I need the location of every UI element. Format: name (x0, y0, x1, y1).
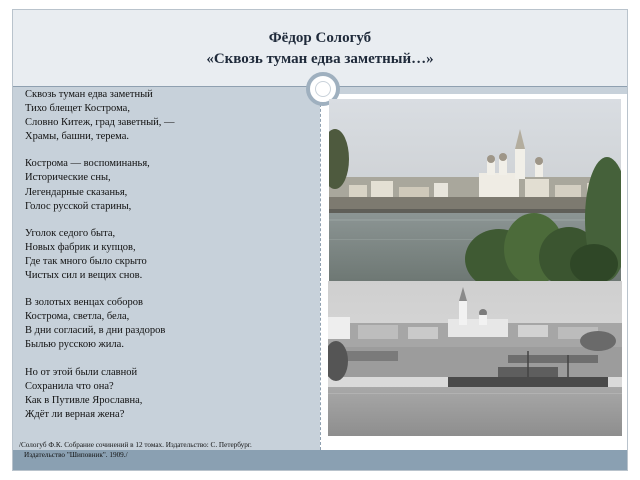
source-line-1: /Сологуб Ф.К. Собрание сочинений в 12 томах. Издательство: С. Петербург. (19, 441, 252, 449)
poem-line: Как в Путивле Ярославна, (25, 394, 143, 406)
poem-line: Где так много было скрыто (25, 255, 147, 267)
poem-line: Уголок седого быта, (25, 227, 116, 239)
stanza-1 (25, 88, 315, 144)
poem-line: Исторические сны, (25, 172, 111, 184)
panel-divider (320, 94, 321, 450)
kostroma-bw-photo-graphic (328, 281, 622, 436)
stanza-5 (25, 366, 315, 422)
poem-line: В дни согласий, в дни раздоров (25, 325, 166, 337)
poem-line: Кострома, светла, бела, (25, 311, 130, 323)
source-line-2: Издательство "Шиповник". 1909./ (24, 451, 128, 459)
kostroma-bw-photo (328, 281, 622, 436)
poem-line: Былью русскою жила. (25, 339, 124, 351)
poem-line: В золотых венцах соборов (25, 297, 143, 309)
poem-line: Голос русской старины, (25, 200, 132, 212)
divider-line-left (13, 86, 307, 87)
poem-text (25, 88, 315, 435)
stanza-2 (25, 157, 315, 213)
poem-line: Тихо блещет Кострома, (25, 103, 130, 115)
author-title: Фёдор Сологуб (268, 30, 372, 46)
poem-line: Храмы, башни, терема. (25, 131, 130, 143)
poem-line: Кострома — воспоминанья, (25, 158, 150, 170)
poem-line: Сохранила что она? (25, 380, 114, 392)
stanza-4 (25, 296, 315, 352)
kostroma-color-photo (329, 99, 621, 281)
poem-line: Сквозь туман едва заметный (25, 89, 153, 100)
poem-title: «Сквозь туман едва заметный…» (206, 51, 434, 67)
divider-line-right (334, 86, 627, 87)
poem-line: Ждёт ли верная жена? (25, 408, 125, 420)
poem-line: Словно Китеж, град заветный, — (25, 117, 175, 129)
poem-line: Чистых сил и вещих снов. (25, 270, 143, 282)
poem-line: Новых фабрик и купцов, (25, 241, 136, 253)
stanza-3 (25, 227, 315, 283)
kostroma-color-photo-graphic (329, 99, 621, 281)
poem-line: Легендарные сказанья, (25, 186, 128, 198)
poem-line: Но от этой были славной (25, 366, 138, 378)
source-citation (19, 440, 319, 460)
